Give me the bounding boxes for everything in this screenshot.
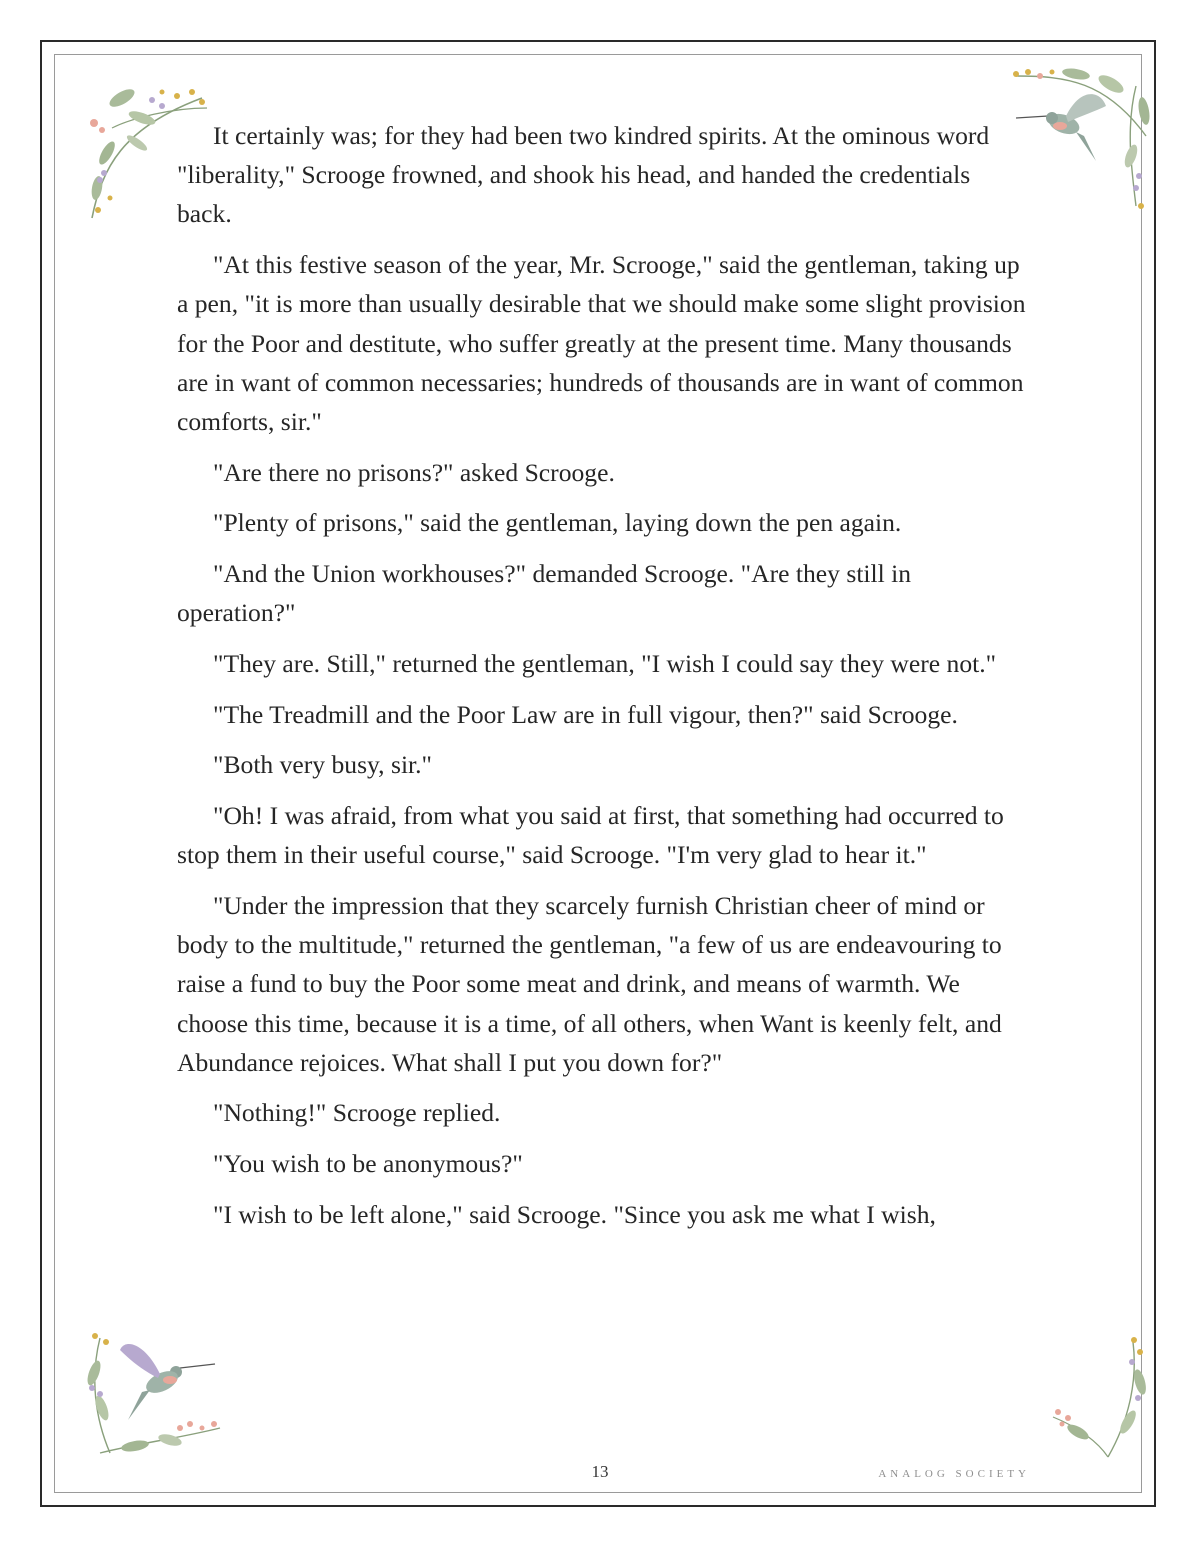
- paragraph: "Oh! I was afraid, from what you said at first, that something had occurred to stop them in their useful course," said Scrooge. "I'm very glad to hear it.": [177, 801, 1004, 870]
- paragraph: "Nothing!" Scrooge replied.: [213, 1098, 501, 1128]
- paragraph: "I wish to be left alone," said Scrooge. "Since you ask me what I wish,: [213, 1199, 936, 1229]
- paragraph: "They are. Still," returned the gentleman, "I wish I could say they were not.": [213, 648, 997, 678]
- paragraph: It certainly was; for they had been two kindred spirits. At the ominous word "liberality," Scrooge frowned, and shook his head, and handed the credentials back.: [177, 121, 990, 229]
- paragraph: "Plenty of prisons," said the gentleman, laying down the pen again.: [213, 508, 902, 538]
- page-body: [177, 116, 1027, 1246]
- paragraph: "The Treadmill and the Poor Law are in full vigour, then?" said Scrooge.: [213, 699, 958, 729]
- page-number: 13: [591, 1462, 609, 1481]
- paragraph: "Are there no prisons?" asked Scrooge.: [213, 457, 615, 487]
- paragraph: "Under the impression that they scarcely furnish Christian cheer of mind or body to the multitude," returned the gentleman, "a few of us are endeavouring to raise a fund to buy the Poor some meat and drink, and means of warmth. We choose this time, because it is a time, of all others, when Want is keenly felt, and Abundance rejoices. What shall I put you down for?": [177, 890, 1002, 1077]
- paragraph: "Both very busy, sir.": [213, 750, 433, 780]
- paragraph: "And the Union workhouses?" demanded Scrooge. "Are they still in operation?": [177, 559, 912, 628]
- paragraph: "At this festive season of the year, Mr. Scrooge," said the gentleman, taking up a pen, "it is more than usually desirable that we should make some slight provision for the Poor and destitute, who suffer greatly at the present time. Many thousands are in want of common necessaries; hundreds of thousands are in want of common comforts, sir.": [177, 250, 1026, 436]
- paragraph: "You wish to be anonymous?": [213, 1149, 523, 1179]
- hummingbird-floral-icon: [80, 1328, 230, 1458]
- footer-brand: ANALOG SOCIETY: [878, 1468, 1030, 1480]
- floral-corner-icon: [1048, 1332, 1158, 1462]
- hummingbird-floral-icon: [1006, 66, 1166, 216]
